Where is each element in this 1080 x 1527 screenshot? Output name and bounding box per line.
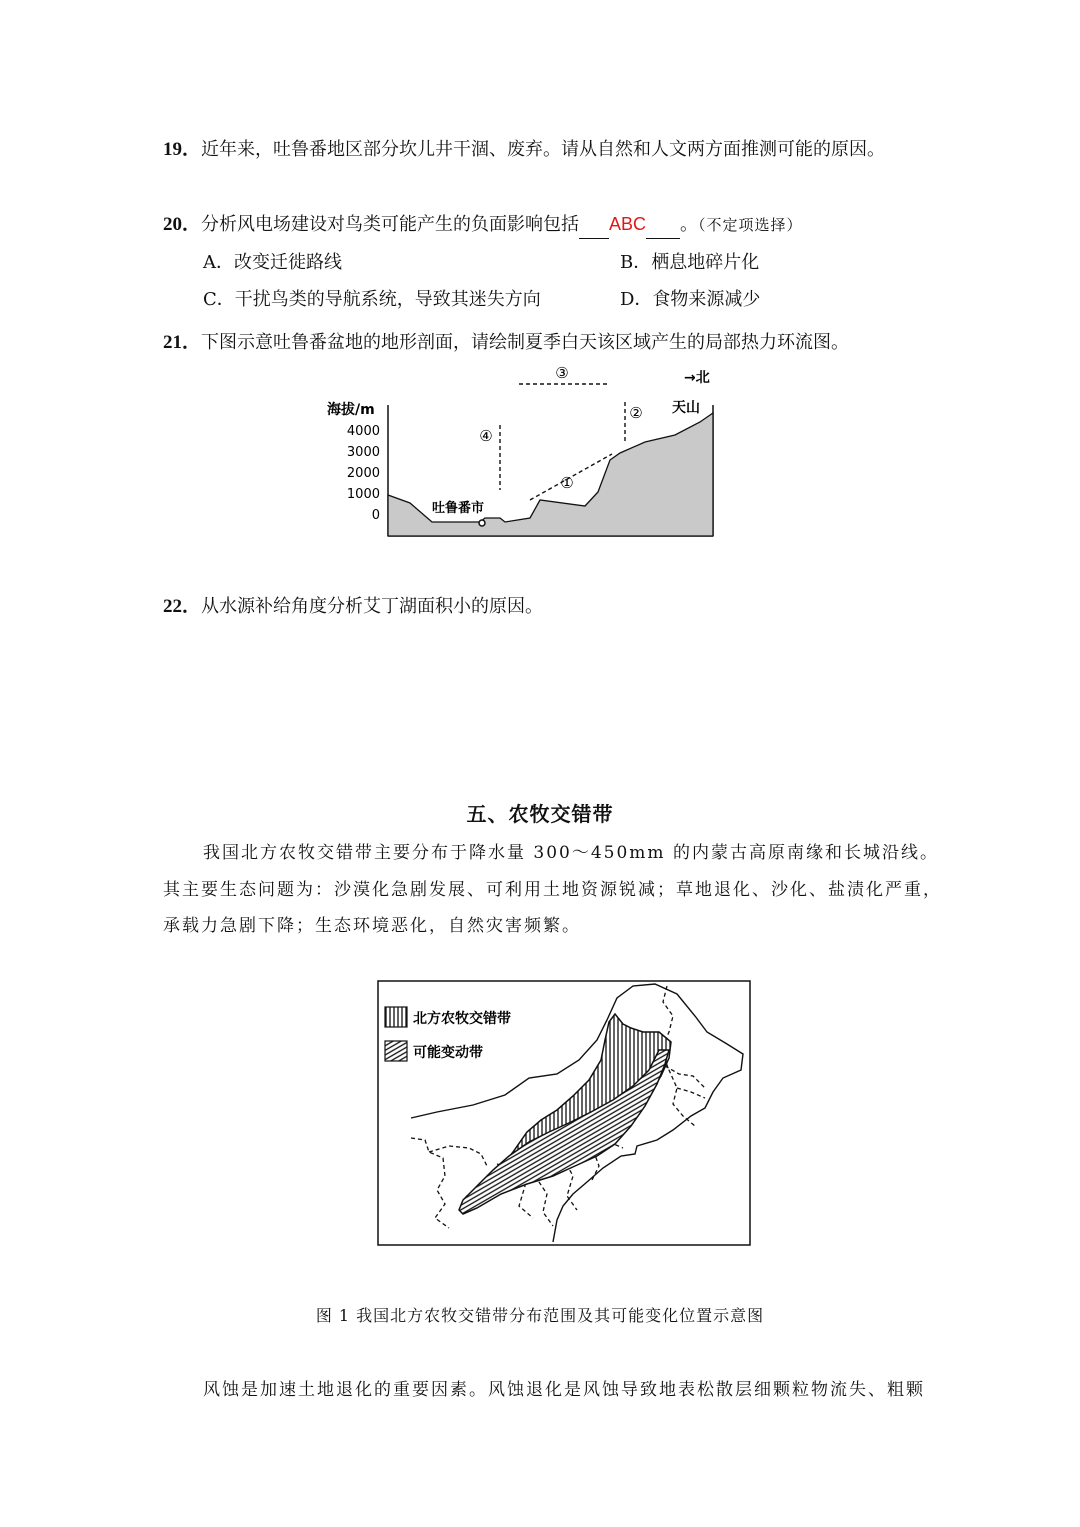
y-axis-label: 海拔/m <box>327 402 375 418</box>
paragraph-line: 其主要生态问题为：沙漠化急剧发展、可利用土地资源锐减；草地退化、沙化、盐渍化严重， <box>163 880 942 900</box>
figure-caption: 图 1 我国北方农牧交错带分布范围及其可能变化位置示意图 <box>315 1306 765 1325</box>
question-text: 从水源补给角度分析艾丁湖面积小的原因。 <box>201 596 544 617</box>
agro-pastoral-map <box>377 980 751 1246</box>
paragraph-line: 风蚀是加速土地退化的重要因素。风蚀退化是风蚀导致地表松散层细颗粒物流失、粗颗 <box>203 1380 925 1400</box>
tick-label: 4000 <box>346 424 380 439</box>
answer-blank-left <box>579 212 609 239</box>
tick-label: 1000 <box>346 487 380 502</box>
mountain-label: 天山 <box>672 400 700 416</box>
question-text: 下图示意吐鲁番盆地的地形剖面，请绘制夏季白天该区域产生的局部热力环流图。 <box>201 332 850 353</box>
option-a: A．改变迁徙路线 <box>203 252 342 273</box>
question-text-end: 。 <box>680 214 699 235</box>
marker-3: ③ <box>555 364 569 382</box>
city-marker <box>479 520 485 526</box>
option-d: D．食物来源减少 <box>620 289 761 310</box>
legend-label-zone: 北方农牧交错带 <box>413 1011 511 1027</box>
section-title: 五、农牧交错带 <box>466 802 614 826</box>
question-20: 20．分析风电场建设对鸟类可能产生的负面影响包括 ABC 。（不定项选择） <box>163 211 803 239</box>
tick-label: 3000 <box>346 445 380 460</box>
question-text: 近年来，吐鲁番地区部分坎儿井干涸、废弃。请从自然和人文两方面推测可能的原因。 <box>201 139 886 160</box>
question-text: 分析风电场建设对鸟类可能产生的负面影响包括 <box>201 214 580 235</box>
question-number: 19 <box>163 139 182 160</box>
legend-label-change: 可能变动带 <box>413 1045 483 1061</box>
question-number: 21 <box>163 332 182 353</box>
question-21: 21．下图示意吐鲁番盆地的地形剖面，请绘制夏季白天该区域产生的局部热力环流图。 <box>163 332 850 353</box>
answer-field[interactable]: ABC <box>609 214 647 234</box>
terrain-profile <box>388 413 713 536</box>
tick-label: 0 <box>371 508 380 523</box>
question-note: （不定项选择） <box>698 216 803 234</box>
option-c: C．干扰鸟类的导航系统，导致其迷失方向 <box>203 289 541 310</box>
paragraph-line: 承载力急剧下降；生态环境恶化，自然灾害频繁。 <box>163 916 581 936</box>
city-label: 吐鲁番市 <box>432 501 485 516</box>
marker-1: ① <box>560 474 574 492</box>
answer-blank-right <box>646 212 680 239</box>
tick-label: 2000 <box>346 466 380 481</box>
marker-2: ② <box>629 404 643 422</box>
question-19: 19．近年来，吐鲁番地区部分坎儿井干涸、废弃。请从自然和人文两方面推测可能的原因。 <box>163 139 886 160</box>
legend-swatch-zone <box>385 1007 407 1027</box>
paragraph-line: 我国北方农牧交错带主要分布于降水量 300～450mm 的内蒙古高原南缘和长城沿线。 <box>203 843 939 863</box>
marker-4: ④ <box>479 427 493 445</box>
legend-swatch-change <box>385 1041 407 1061</box>
question-number: 22 <box>163 596 182 617</box>
question-22: 22．从水源补给角度分析艾丁湖面积小的原因。 <box>163 596 544 617</box>
option-b: B．栖息地碎片化 <box>620 252 760 273</box>
terrain-profile-figure <box>320 360 730 545</box>
question-number: 20 <box>163 214 182 235</box>
north-arrow-label: →北 <box>684 370 710 386</box>
